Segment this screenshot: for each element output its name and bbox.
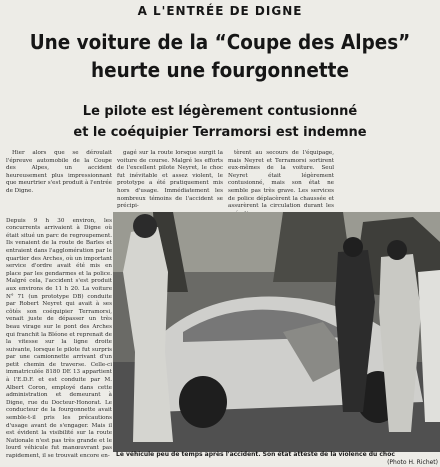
column-2-text: gagé sur la route lorsque surgit la voiture de course. Malgré les efforts de l'excellent pilote Neyret, le choc fut inévitable et assez violent, le prototype a été pratiquement mis hors d'usage. Immédiatement les nombreux témoins de l'accident se précipi-: [117, 150, 223, 210]
column-1-text: Hier alors que se déroulait l'épreuve automobile de la Coupe des Alpes, un accident heureusement plus impressionnant que meurtrier s'est produit à l'entrée de Digne.: [6, 150, 112, 194]
subhead-line-2: et le coéquipier Terramorsi est indemne: [73, 125, 367, 140]
subhead-line-1: Le pilote est légèrement contusionné: [82, 104, 358, 119]
article-column-2: [117, 150, 223, 210]
accident-photo-drawing: [113, 212, 440, 452]
headline-line-2: heurte une fourgonnette: [91, 58, 349, 82]
photo-credit: (Photo H. Richet): [387, 459, 438, 466]
article-column-3: [228, 150, 334, 210]
kicker: A L'ENTRÉE DE DIGNE: [137, 4, 303, 18]
headline-line-1: Une voiture de la “Coupe des Alpes”: [29, 30, 411, 54]
photo-caption: [116, 451, 438, 467]
caption-text: Le véhicule peu de temps après l'accident. Son état atteste de la violence du choc: [116, 451, 395, 458]
article-column-1-continued: [6, 212, 112, 459]
accident-photo: [113, 212, 440, 452]
column-3-text: tèrent au secours de l'équipage, mais Neyret et Terramorsi sortirent eux-mêmes de la voiture. Seul Neyret était légèrement contusionné, mais son état ne semble pas très grave. Les services de police déplacèrent la chaussée et assurèrent la circulation durant les: [228, 150, 334, 210]
column-1-continued-text: Depuis 9 h 30 environ, les concurrents arrivaient à Digne où était situé un parc de regroupement. Ils venaient de la route de Barles et entraient dans l'agglomération par le quartier des Arches, où un important service d'ordre avait été mis en place par les gendarmes et la police. Malgré cela, l'accident s'est produit aux environs de 11 h 20. La voiture N° 71 (un prototype DB) conduite par Robert Neyret qui avait à ses côtés son coéquipier Terramorsi, venait juste de dépasser un très beau virage sur le pont des Arches qui franchit la Bléone et reprenait de la vitesse sur la ligne droite suivante, lorsque le pilote fut surpris par une camionnette arrivant d'un petit chemin de traverse. Celle-ci immatriculée 8180 DE 13 appartient à l'E.D.F. et est conduite par M. Albert Coron, employé dans cette administration et demeurant à Digne, rue du Docteur-Honorat. Le conducteur de la fourgonnette avait semble-t-il pris les précautions d'usage avant de s'engager. Mais il est évident la visibilité sur la route Nationale n'est pas très grande et le lourd véhicule fut manœuvrant pas rapidement, il se trouvait encore en-: [6, 217, 112, 459]
